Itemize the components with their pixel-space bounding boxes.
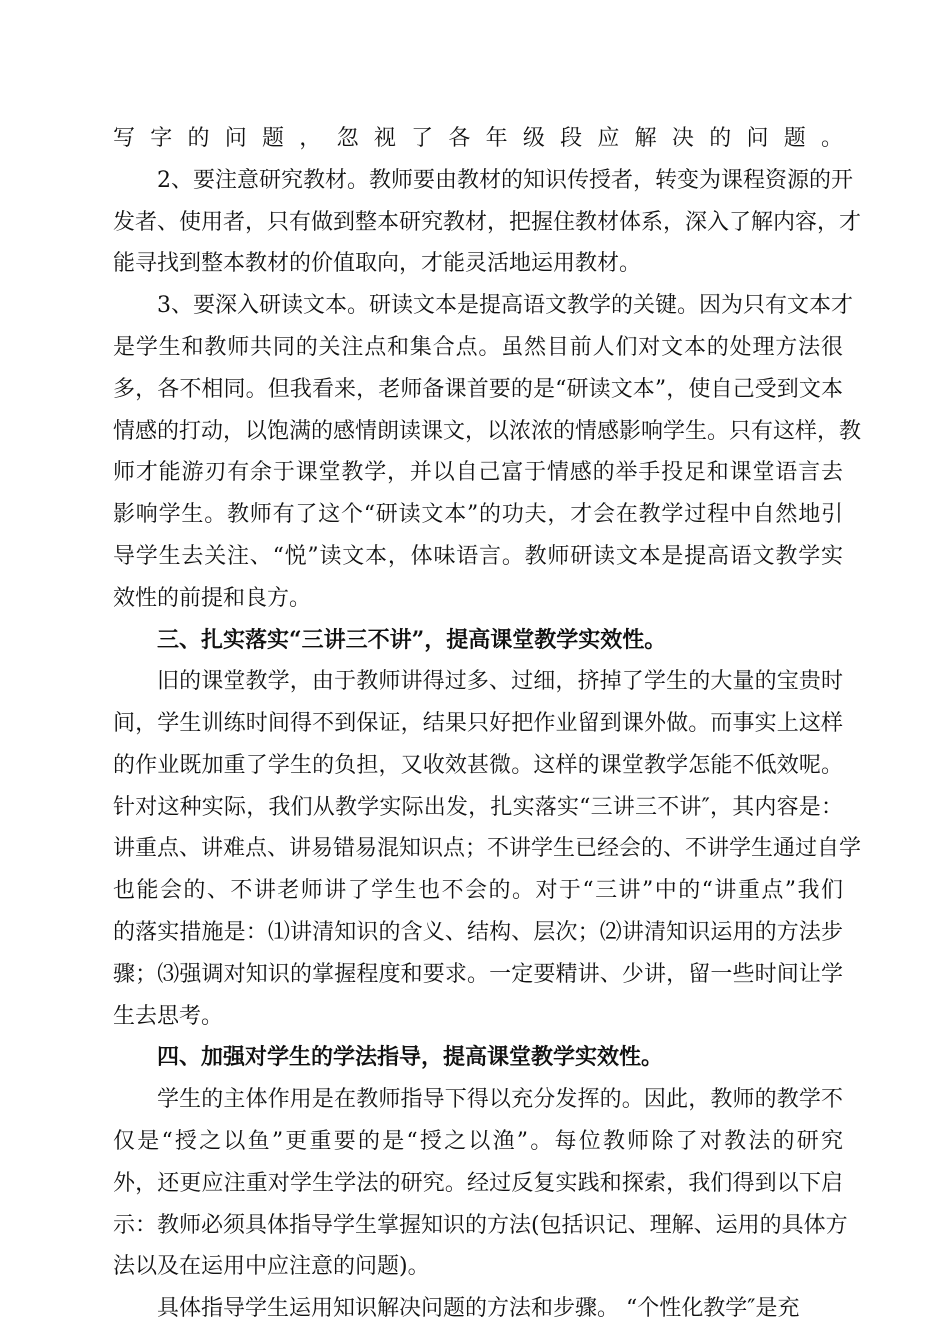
text-line: 骤；⑶强调对知识的掌握程度和要求。一定要精讲、少讲，留一些时间让学 bbox=[113, 961, 843, 987]
text-line: 生去思考。 bbox=[113, 1003, 224, 1029]
text-line: 也能会的、不讲老师讲了学生也不会的。对于“三讲”中的“讲重点”我们 bbox=[113, 878, 843, 904]
text-line: 学生的主体作用是在教师指导下得以充分发挥的。因此，教师的教学不 bbox=[157, 1087, 843, 1113]
text-line: 导学生去关注、“悦”读文本，体味语言。教师研读文本是提高语文教学实 bbox=[113, 543, 843, 569]
text-line: 针对这种实际，我们从教学实际出发，扎实落实“三讲三不讲″，其内容是： bbox=[113, 794, 843, 820]
text-line: 写字的问题，忽视了各年级段应解决的问题。 bbox=[113, 126, 843, 151]
text-line: 情感的打动，以饱满的感情朗读课文，以浓浓的情感影响学生。只有这样，教 bbox=[113, 418, 862, 444]
text-line: 讲重点、讲难点、讲易错易混知识点；不讲学生已经会的、不讲学生通过自学 bbox=[113, 836, 862, 862]
text-line: 的落实措施是：⑴讲清知识的含义、结构、层次；⑵讲清知识运用的方法步 bbox=[113, 920, 843, 946]
text-line: 3、要深入研读文本。研读文本是提高语文教学的关键。因为只有文本才 bbox=[157, 293, 853, 319]
text-line: 仅是“授之以鱼”更重要的是“授之以渔”。每位教师除了对教法的研究 bbox=[113, 1129, 843, 1155]
text-line: 影响学生。教师有了这个“研读文本”的功夫，才会在教学过程中自然地引 bbox=[113, 502, 843, 528]
text-line: 是学生和教师共同的关注点和集合点。虽然目前人们对文本的处理方法很 bbox=[113, 334, 843, 360]
text-line: 法以及在运用中应注意的问题)。 bbox=[113, 1254, 430, 1280]
text-line: 能寻找到整本教材的价值取向，才能灵活地运用教材。 bbox=[113, 251, 642, 277]
text-line: 外，还更应注重对学生学法的研究。经过反复实践和探索，我们得到以下启 bbox=[113, 1170, 843, 1196]
text-line: 多，各不相同。但我看来，老师备课首要的是“研读文本”，使自己受到文本 bbox=[113, 376, 843, 402]
section-heading: 四、加强对学生的学法指导，提高课堂教学实效性。 bbox=[157, 1044, 664, 1071]
text-line: 示：教师必须具体指导学生掌握知识的方法(包括识记、理解、运用的具体方 bbox=[113, 1212, 848, 1238]
text-line: 旧的课堂教学，由于教师讲得过多、过细，挤掉了学生的大量的宝贵时 bbox=[157, 669, 843, 695]
text-line: 间，学生训练时间得不到保证，结果只好把作业留到课外做。而事实上这样 bbox=[113, 711, 843, 737]
text-line: 具体指导学生运用知识解决问题的方法和步骤。 “个性化教学″是充 bbox=[157, 1296, 800, 1322]
text-line: 2、要注意研究教材。教师要由教材的知识传授者，转变为课程资源的开 bbox=[157, 167, 853, 193]
text-line: 师才能游刃有余于课堂教学，并以自己富于情感的举手投足和课堂语言去 bbox=[113, 460, 843, 486]
text-line: 发者、使用者，只有做到整本研究教材，把握住教材体系，深入了解内容，才 bbox=[113, 209, 862, 235]
text-line: 的作业既加重了学生的负担，又收效甚微。这样的课堂教学怎能不低效呢。 bbox=[113, 752, 843, 778]
section-heading: 三、扎实落实“三讲三不讲”，提高课堂教学实效性。 bbox=[157, 626, 667, 653]
text-line: 效性的前提和良方。 bbox=[113, 585, 312, 611]
